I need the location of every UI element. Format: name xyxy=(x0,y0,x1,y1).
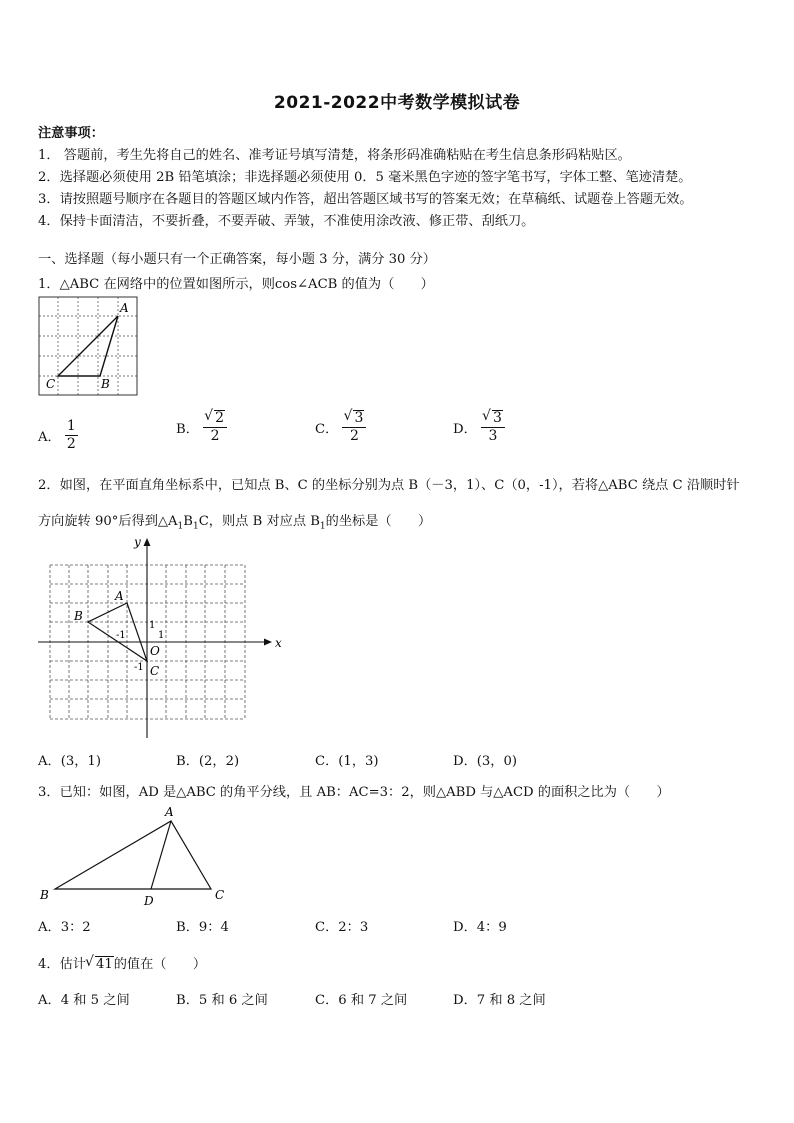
page-title: 2021-2022中考数学模拟试卷 xyxy=(273,93,521,113)
q4-option-d[interactable]: D．7 和 8 之间 xyxy=(453,993,546,1008)
q3-label-d: D xyxy=(144,894,154,908)
q1-label-c: C xyxy=(46,377,56,391)
q2-option-d[interactable]: D．(3，0) xyxy=(453,754,518,769)
notice-item: 1． 答题前，考生先将自己的姓名、准考证号填写清楚，将条形码准确粘贴在考生信息条形码粘贴区。 xyxy=(38,148,631,163)
q3-label-b: B xyxy=(40,888,49,902)
q3-option-c[interactable]: C．2：3 xyxy=(315,920,369,935)
q1-label-b: B xyxy=(101,377,110,391)
question-3-text: 3．已知：如图，AD 是△ABC 的角平分线，且 AB：AC=3：2，则△ABD 与△ACD 的面积之比为（ ） xyxy=(38,785,670,800)
notice-heading: 注意事项： xyxy=(38,126,104,141)
q2-tick-neg1-x: -1 xyxy=(116,630,126,641)
q3-triangle-figure xyxy=(38,802,228,910)
q1-option-a[interactable]: A． $\frac{1}{2}$ xyxy=(38,418,76,452)
q2-label-b: B xyxy=(74,609,83,623)
q2-tick-1-x: 1 xyxy=(158,630,165,641)
q1-grid-figure xyxy=(38,296,138,396)
q2-option-a[interactable]: A．(3，1) xyxy=(38,754,101,769)
q1-triangle xyxy=(58,316,118,376)
q2-tick-neg1-y: -1 xyxy=(134,662,144,673)
q3-label-c: C xyxy=(215,888,225,902)
question-2-text-cont: 方向旋转 90°后得到$\triangle A_1B_1C$，则点 B 对应点 $B_1$的坐标是（ ） xyxy=(38,514,432,532)
q4-option-c[interactable]: C．6 和 7 之间 xyxy=(315,993,408,1008)
notice-item: 2．选择题必须使用 2B 铅笔填涂；非选择题必须使用 0．5 毫米黑色字迹的签字笔书写，字体工整、笔迹清楚。 xyxy=(38,170,692,185)
q2-x-label: x xyxy=(275,636,282,650)
q2-label-c: C xyxy=(150,664,160,678)
q3-option-a[interactable]: A．3：2 xyxy=(38,920,91,935)
question-4-text: 4．估计√ 41的值在（ ） xyxy=(38,953,206,972)
q1-option-d[interactable]: D． √ $\frac{3}{3}$ xyxy=(453,410,505,445)
q2-label-o: O xyxy=(150,644,160,658)
q1-label-a: A xyxy=(120,301,129,315)
q3-triangle xyxy=(55,821,211,889)
q4-option-b[interactable]: B．5 和 6 之间 xyxy=(176,993,268,1008)
notice-item: 3．请按照题号顺序在各题目的答题区域内作答，超出答题区域书写的答案无效；在草稿纸、试题卷上答题无效。 xyxy=(38,192,693,207)
q2-label-a: A xyxy=(115,589,124,603)
question-1-text: 1．△ABC 在网络中的位置如图所示，则cos∠ACB 的值为（ ） xyxy=(38,277,434,292)
q3-option-d[interactable]: D．4：9 xyxy=(453,920,507,935)
q4-option-a[interactable]: A．4 和 5 之间 xyxy=(38,993,130,1008)
q2-tick-1-y: 1 xyxy=(149,620,156,631)
question-2-text: 2．如图，在平面直角坐标系中，已知点 B、C 的坐标分别为点 B（－3，1）、C（0，-1），若将△ABC 绕点 C 沿顺时针 xyxy=(38,478,740,493)
q2-option-b[interactable]: B．(2，2) xyxy=(176,754,240,769)
q2-option-c[interactable]: C．(1，3) xyxy=(315,754,379,769)
q2-coordinate-figure xyxy=(38,534,288,740)
q2-y-label: y xyxy=(134,535,141,549)
q1-option-c[interactable]: C． √ $\frac{3}{2}$ xyxy=(315,410,366,445)
q3-option-b[interactable]: B．9：4 xyxy=(176,920,229,935)
q3-label-a: A xyxy=(165,805,174,819)
section-heading: 一、选择题（每小题只有一个正确答案，每小题 3 分，满分 30 分） xyxy=(38,252,436,267)
q1-option-b[interactable]: B． √ $\frac{2}{2}$ xyxy=(176,410,227,445)
notice-item: 4．保持卡面清洁，不要折叠，不要弄破、弄皱，不准使用涂改液、修正带、刮纸刀。 xyxy=(38,214,535,229)
